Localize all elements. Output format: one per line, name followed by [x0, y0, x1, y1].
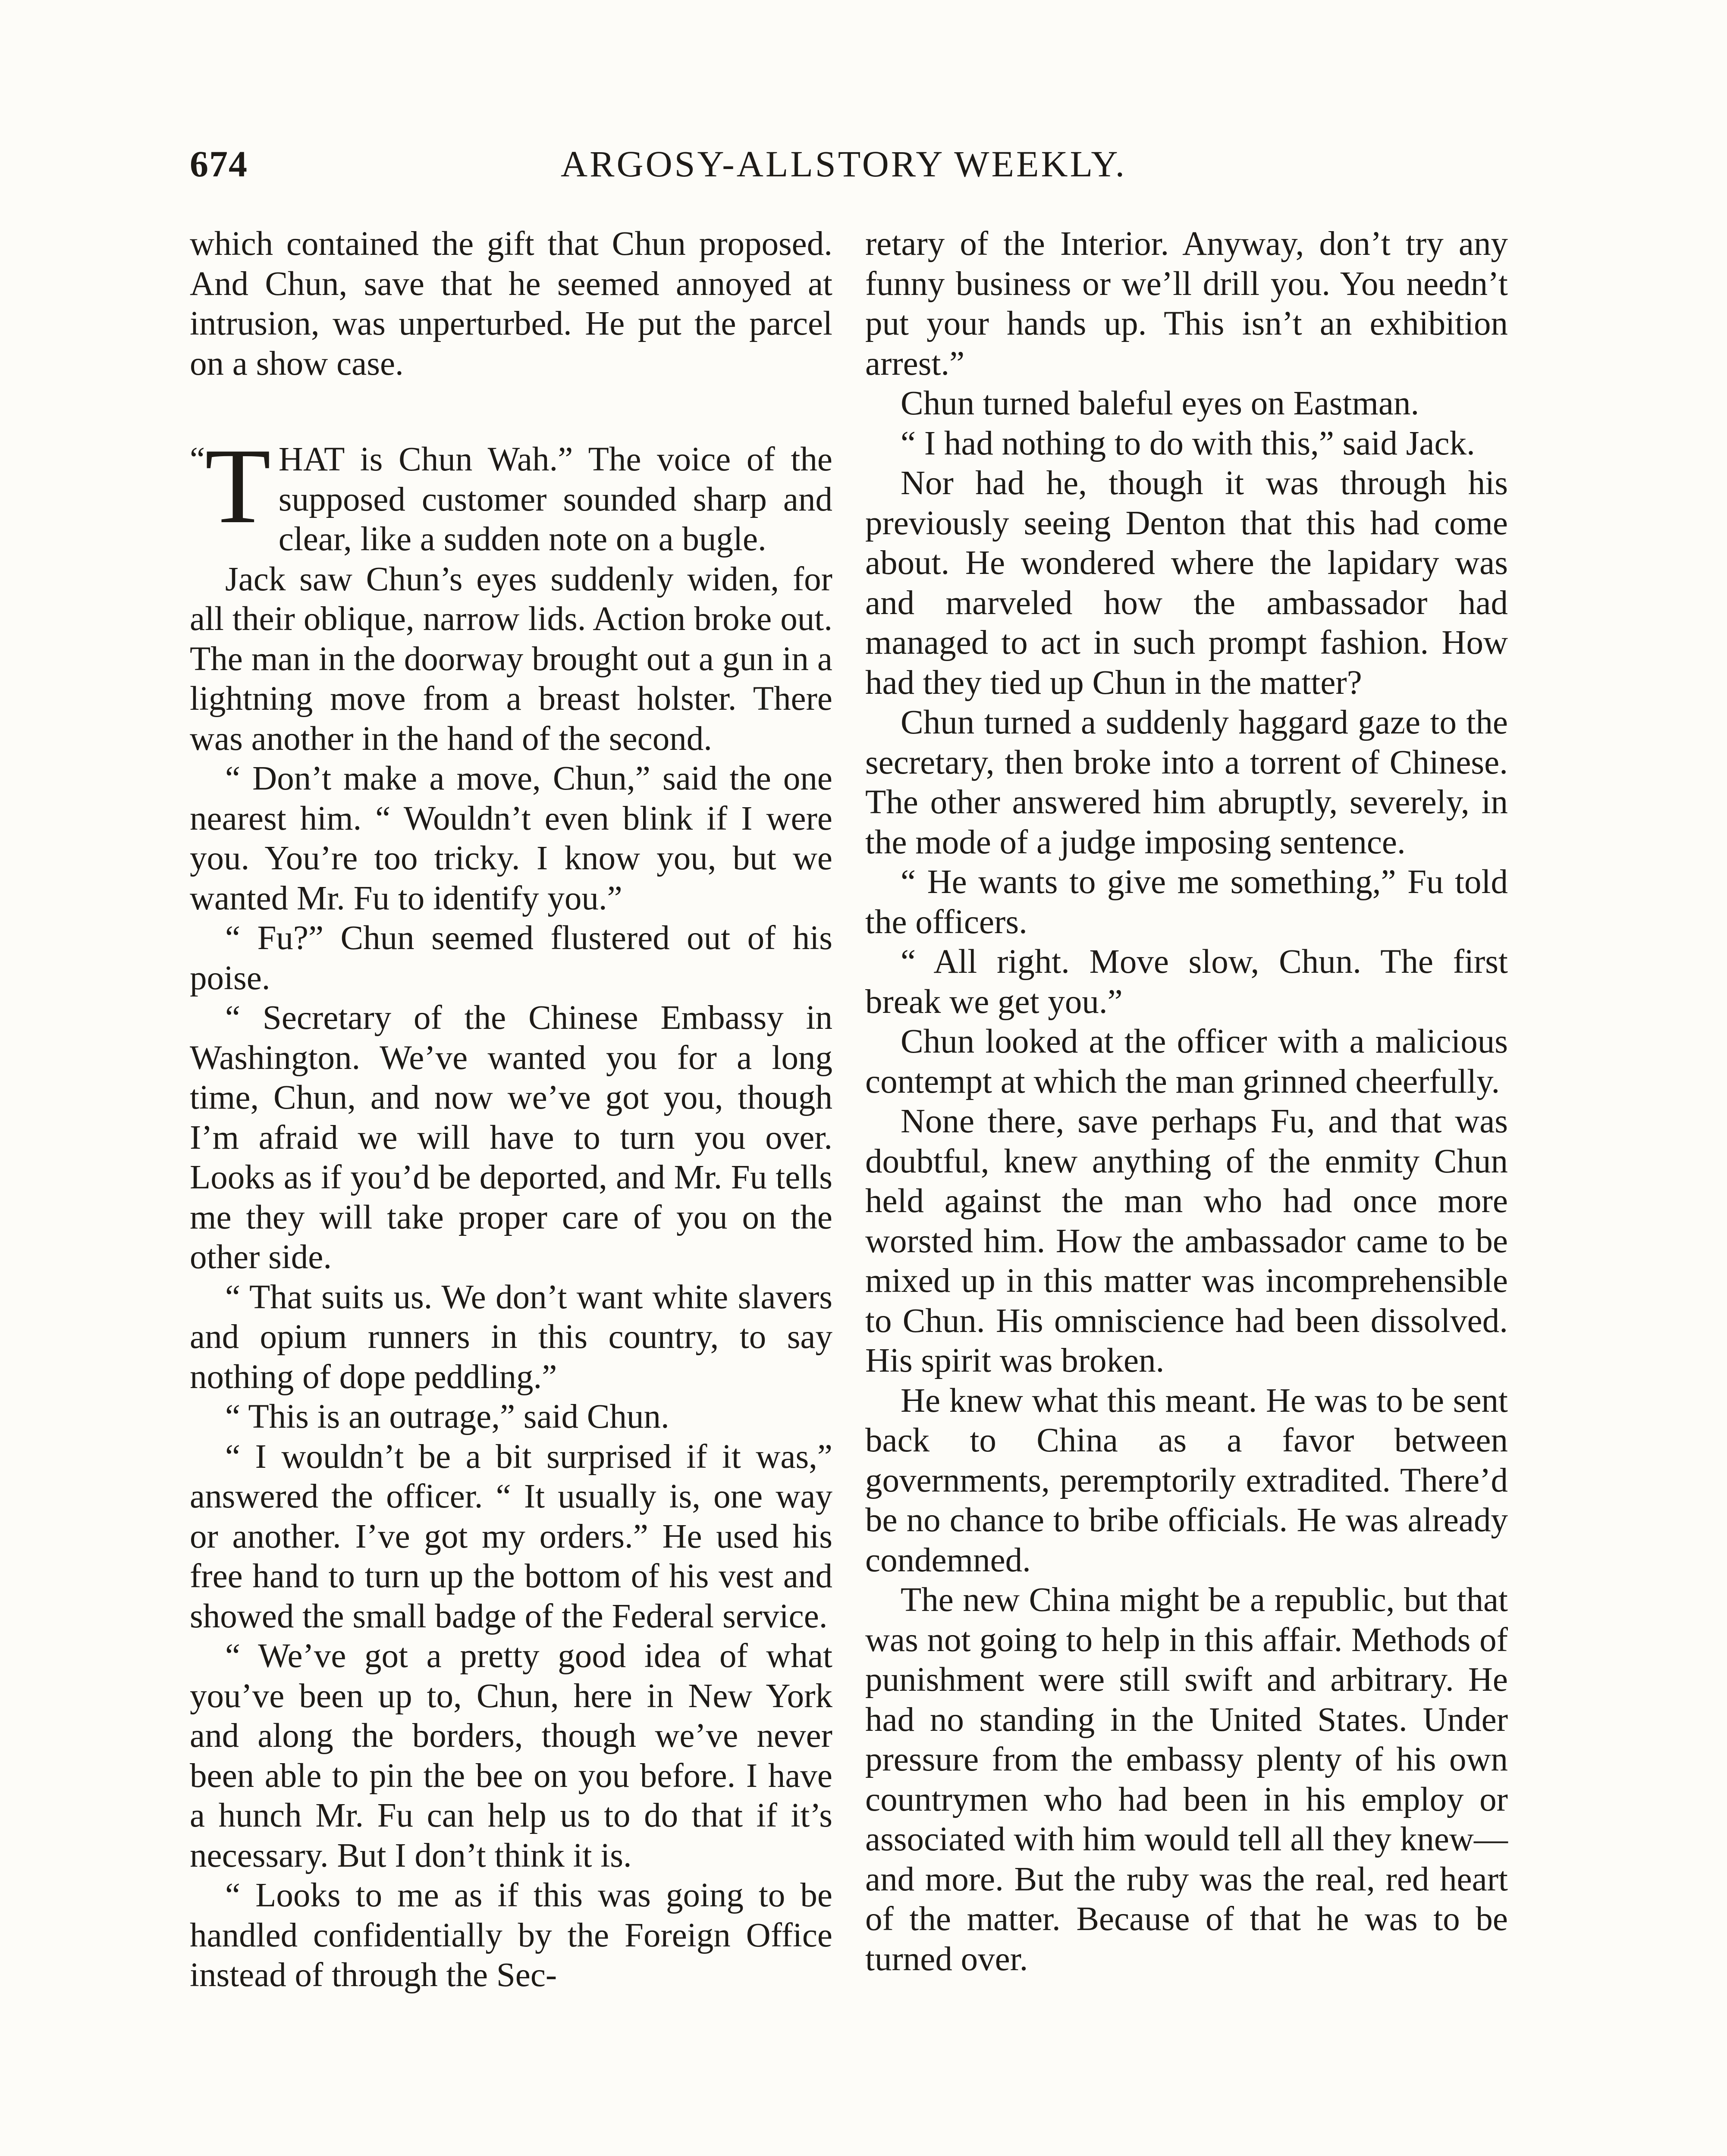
paragraph: Nor had he, though it was through his previously seeing Denton that this had come about. He wondered where the lapidary was and marveled how the ambassador had managed to act in such prompt fashion. How had they tied up Chun in the matter? [865, 464, 1508, 702]
paragraph: The new China might be a republic, but that was not going to help in this affair. Methods of punishment were still swift and arbitrary. He had no standing in the United States. Under pressure from the embassy plenty of his own countrymen who had been in his employ or associated with him would tell all they knew—and more. But the ruby was the real, red heart of the matter. Because of that he was to be turned over. [865, 1581, 1508, 1978]
opening-quote: “ [190, 441, 205, 478]
paragraph: “ That suits us. We don’t want white slavers and opium runners in this country, to say nothing of dope peddling.” [190, 1278, 832, 1396]
paragraph: Chun turned baleful eyes on Eastman. [901, 385, 1419, 422]
drop-cap-letter: T [205, 426, 271, 546]
paragraph: “ Secretary of the Chinese Embassy in Washington. We’ve wanted you for a long time, Chun, and now we’ve got you, though I’m afraid we will have to turn you over. Looks as if you’d be deported, and Mr. Fu tells me they will take proper care of you on the other side. [190, 999, 832, 1276]
page-number: 674 [190, 143, 248, 185]
left-column [190, 224, 832, 1996]
paragraph: Chun turned a suddenly haggard gaze to the secretary, then broke into a torrent of Chinese. The other answered him abruptly, severely, in the mode of a judge imposing sentence. [865, 704, 1508, 861]
running-title: ARGOSY-ALLSTORY WEEKLY. [561, 143, 1127, 185]
paragraph: “ I wouldn’t be a bit surprised if it was,” answered the officer. “ It usually is, one way or another. I’ve got my orders.” He used his free hand to turn up the bottom of his vest and showed the small badge of the Federal service. [190, 1438, 832, 1635]
paragraph: “ Fu?” Chun seemed flustered out of his poise. [190, 919, 832, 997]
section-break [190, 384, 832, 440]
right-column [865, 224, 1508, 1979]
paragraph: He knew what this meant. He was to be sent back to China as a favor between governments, peremptorily extradited. There’d be no chance to bribe officials. He was already condemned. [865, 1382, 1508, 1579]
paragraph: “ This is an outrage,” said Chun. [225, 1398, 669, 1435]
paragraph: “ All right. Move slow, Chun. The first break we get you.” [865, 943, 1508, 1021]
paragraph: Jack saw Chun’s eyes suddenly widen, for all their oblique, narrow lids. Action broke out. The man in the doorway brought out a gun in a lightning move from a breast holster. There was another in the hand of the second. [190, 560, 832, 758]
paragraph-text: HAT is Chun Wah.” The voice of the supposed customer sounded sharp and clear, like a sudden note on a bugle. [278, 441, 832, 558]
paragraph: which contained the gift that Chun proposed. And Chun, save that he seemed annoyed at intrusion, was unperturbed. He put the parcel on a show case. [190, 225, 832, 382]
paragraph: “ Looks to me as if this was going to be handled confidentially by the Foreign Office instead of through the Sec- [190, 1877, 832, 1994]
paragraph: “ He wants to give me something,” Fu told the officers. [865, 863, 1508, 941]
dropcap-paragraph [190, 426, 832, 560]
paragraph: “ We’ve got a pretty good idea of what you’ve been up to, Chun, here in New York and along the borders, though we’ve never been able to pin the bee on you before. I have a hunch Mr. Fu can help us to do that if it’s necessary. But I don’t think it is. [190, 1637, 832, 1874]
paragraph: None there, save perhaps Fu, and that was doubtful, knew anything of the enmity Chun held against the man who had once more worsted him. How the ambassador came to be mixed up in this matter was incomprehensible to Chun. His omniscience had been dissolved. His spirit was broken. [865, 1103, 1508, 1379]
paragraph: “ Don’t make a move, Chun,” said the one nearest him. “ Wouldn’t even blink if I were you. You’re too tricky. I know you, but we wanted Mr. Fu to identify you.” [190, 760, 832, 917]
page-header [190, 142, 1548, 203]
paragraph: retary of the Interior. Anyway, don’t try any funny business or we’ll drill you. You needn’t put your hands up. This isn’t an exhibition arrest.” [865, 225, 1508, 382]
paragraph: “ I had nothing to do with this,” said Jack. [901, 424, 1475, 462]
paragraph: Chun looked at the officer with a malicious contempt at which the man grinned cheerfully. [865, 1023, 1508, 1100]
